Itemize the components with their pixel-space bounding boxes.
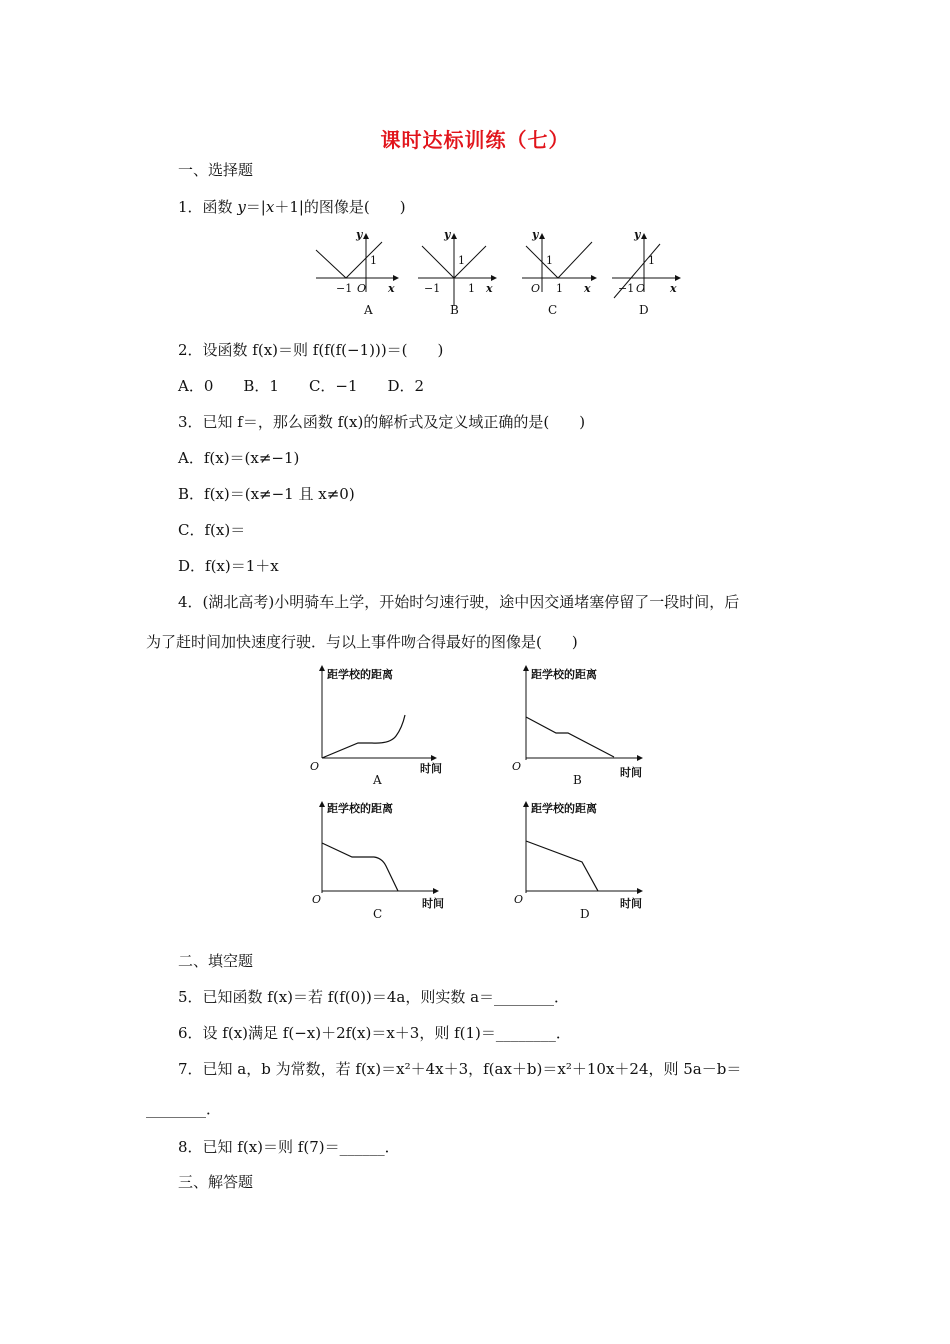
q1-stem-a: 1．函数 xyxy=(178,198,238,216)
q4-d-label: D xyxy=(580,907,590,921)
q1-d-one: 1 xyxy=(648,254,655,267)
q4-graph-b xyxy=(512,666,642,787)
q4-a-origin: O xyxy=(310,760,320,773)
q1-var-x: x xyxy=(265,198,275,216)
q4-d-ylabel: 距学校的距离 xyxy=(531,802,597,815)
question-8: 8．已知 f(x)＝则 f(7)＝______． xyxy=(178,1138,400,1156)
q1-graph-c xyxy=(522,228,596,317)
q1-c-label: C xyxy=(548,303,558,317)
question-3-choice-d: D．f(x)＝1＋x xyxy=(178,557,279,575)
q4-graph-d xyxy=(514,801,642,921)
q4-c-ylabel: 距学校的距离 xyxy=(327,802,393,815)
q1-graph-d xyxy=(612,228,680,317)
q1-a-label: A xyxy=(364,303,373,317)
q1-b-tick-1: −1 xyxy=(424,282,441,295)
q1-c-tick-2: 1 xyxy=(556,282,563,295)
q1-var-y: y xyxy=(237,198,246,216)
question-3-choice-b: B．f(x)＝(x≠−1 且 x≠0) xyxy=(178,485,355,503)
q1-graph-a xyxy=(316,228,398,317)
q4-a-label: A xyxy=(373,773,382,787)
question-1 xyxy=(178,197,406,217)
question-4-line-2: 为了赶时间加快速度行驶．与以上事件吻合得最好的图像是( ) xyxy=(146,633,578,651)
question-5: 5．已知函数 f(x)＝若 f(f(0))＝4a，则实数 a＝________． xyxy=(178,988,570,1006)
section-choice: 一、选择题 xyxy=(178,161,254,179)
q1-stem-c: ＋1|的图像是( ) xyxy=(274,198,406,216)
q1-d-tick-1: −1 xyxy=(618,282,635,295)
q4-graph-a xyxy=(310,666,442,787)
section-fill: 二、填空题 xyxy=(178,952,254,970)
q1-b-one: 1 xyxy=(458,254,465,267)
q1-c-axis-y: y xyxy=(532,228,539,241)
question-3: 3．已知 f＝，那么函数 f(x)的解析式及定义域正确的是( ) xyxy=(178,413,586,431)
q1-d-label: D xyxy=(639,303,649,317)
q4-b-ylabel: 距学校的距离 xyxy=(531,668,597,681)
q4-d-origin: O xyxy=(514,893,524,906)
q1-b-axis-y: y xyxy=(444,228,451,241)
q4-graph-c xyxy=(312,801,444,921)
q1-graphs xyxy=(300,226,690,324)
q1-b-tick-2: 1 xyxy=(468,282,475,295)
question-4-line-1: 4．(湖北高考)小明骑车上学，开始时匀速行驶，途中因交通堵塞停留了一段时间，后 xyxy=(178,593,740,611)
question-3-choice-a: A．f(x)＝(x≠−1) xyxy=(178,449,300,467)
q1-c-one: 1 xyxy=(546,254,553,267)
question-3-choice-c: C．f(x)＝ xyxy=(178,521,246,539)
q4-c-origin: O xyxy=(312,893,322,906)
section-answer: 三、解答题 xyxy=(178,1173,254,1191)
q1-a-axis-x: x xyxy=(388,282,395,295)
q1-a-axis-y: y xyxy=(356,228,363,241)
q1-stem-b: ＝| xyxy=(245,198,266,216)
q1-d-axis-y: y xyxy=(634,228,641,241)
q1-c-tick-1: O xyxy=(531,282,541,295)
question-7-line-2: ________． xyxy=(146,1100,222,1118)
q1-d-axis-x: x xyxy=(670,282,677,295)
q4-c-xlabel: 时间 xyxy=(422,897,444,910)
q4-graphs xyxy=(300,660,660,922)
q4-c-label: C xyxy=(373,907,383,921)
q1-a-tick-1: −1 xyxy=(336,282,353,295)
q1-b-axis-x: x xyxy=(486,282,493,295)
question-7-line-1: 7．已知 a，b 为常数，若 f(x)＝x²＋4x＋3，f(ax＋b)＝x²＋10x＋24，则 5a－b＝ xyxy=(178,1060,742,1078)
question-6: 6．设 f(x)满足 f(−x)＋2f(x)＝x＋3，则 f(1)＝________． xyxy=(178,1024,571,1042)
q1-d-tick-2: O xyxy=(636,282,646,295)
question-2: 2．设函数 f(x)＝则 f(f(f(−1)))＝( ) xyxy=(178,341,444,359)
q4-d-xlabel: 时间 xyxy=(620,897,642,910)
q4-a-xlabel: 时间 xyxy=(420,762,442,775)
q1-b-label: B xyxy=(450,303,459,317)
q1-a-one: 1 xyxy=(370,254,377,267)
q4-b-label: B xyxy=(573,773,582,787)
page-title: 课时达标训练（七） xyxy=(380,128,570,152)
q1-a-tick-2: O xyxy=(357,282,367,295)
question-2-choices: A．0 B．1 C．−1 D．2 xyxy=(178,377,425,395)
q4-b-xlabel: 时间 xyxy=(620,766,642,779)
q1-graph-b xyxy=(418,228,496,317)
q4-a-ylabel: 距学校的距离 xyxy=(327,668,393,681)
q4-b-origin: O xyxy=(512,760,522,773)
q1-c-axis-x: x xyxy=(584,282,591,295)
